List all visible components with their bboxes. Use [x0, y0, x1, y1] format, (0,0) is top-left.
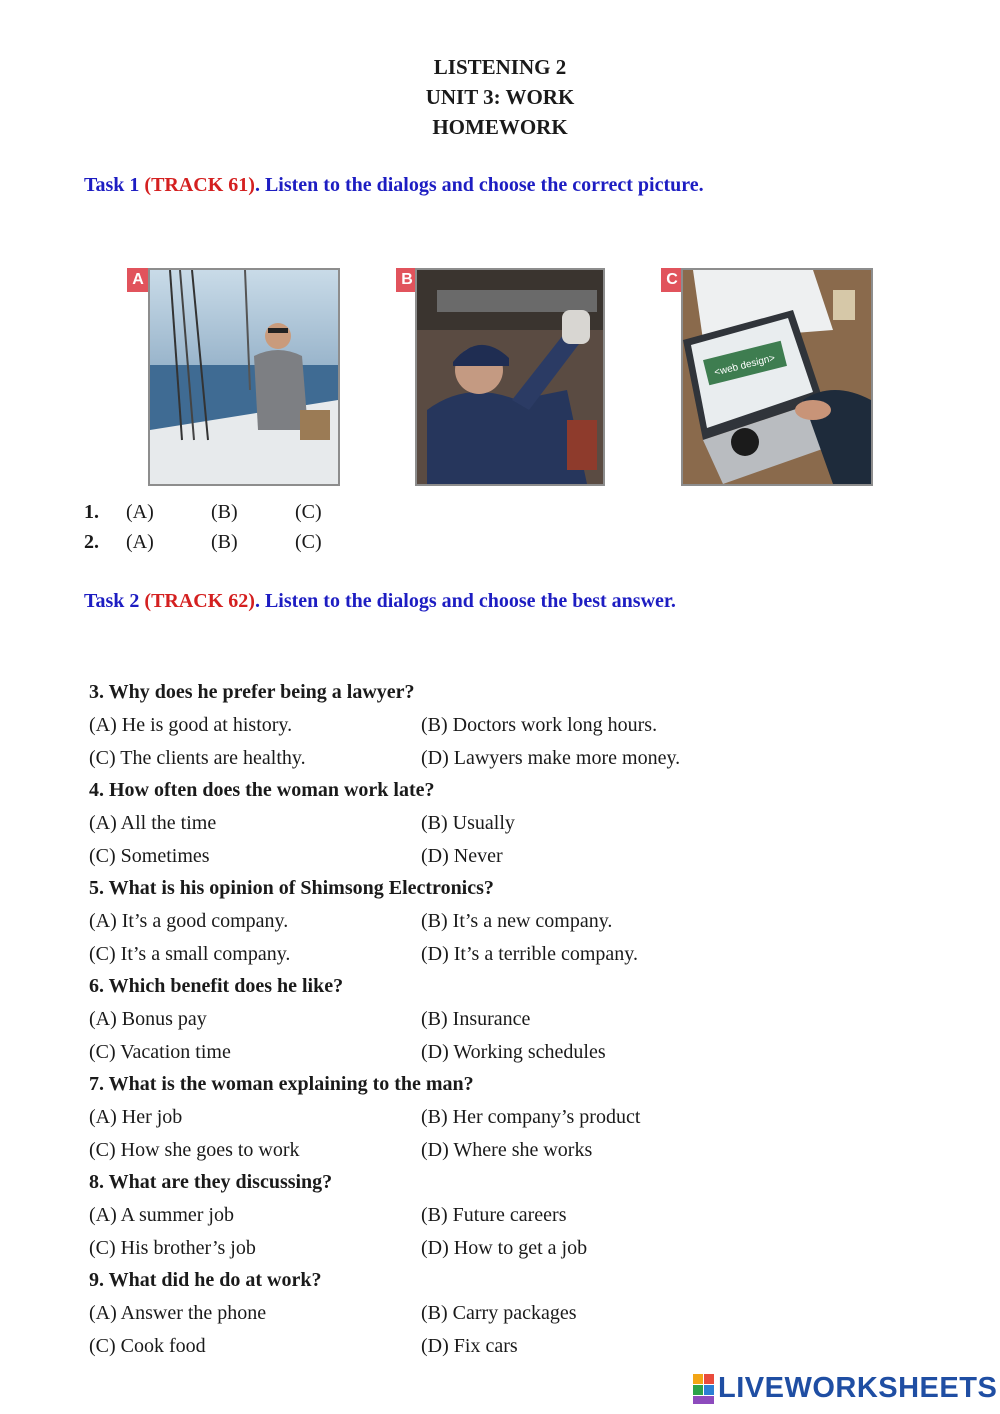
question-4-option-a[interactable]: (A) All the time	[89, 812, 217, 834]
question-7: 7. What is the woman explaining to the man?	[89, 1073, 474, 1095]
task-1-track: (TRACK 61)	[144, 174, 255, 196]
question-7-option-b[interactable]: (B) Her company’s product	[421, 1106, 641, 1128]
title-line-2: UNIT 3: WORK	[425, 85, 575, 109]
task-2-heading	[84, 590, 676, 613]
question-8: 8. What are they discussing?	[89, 1171, 333, 1193]
question-6-option-c[interactable]: (C) Vacation time	[89, 1041, 231, 1063]
question-5-option-c[interactable]: (C) It’s a small company.	[89, 943, 291, 965]
task-1-label: Task 1	[84, 174, 145, 196]
title-line-3: HOMEWORK	[432, 115, 568, 139]
item-number: 1.	[84, 501, 99, 523]
question-9: 9. What did he do at work?	[89, 1269, 322, 1291]
task-1-instruction: . Listen to the dialogs and choose the correct picture.	[254, 174, 704, 196]
liveworksheets-logo[interactable]: LIVEWORKSHEETS	[718, 1372, 998, 1404]
question-5-option-a[interactable]: (A) It’s a good company.	[89, 910, 289, 932]
picture-b	[415, 268, 605, 486]
question-4-option-b[interactable]: (B) Usually	[421, 812, 515, 834]
question-3-option-a[interactable]: (A) He is good at history.	[89, 714, 293, 736]
question-8-option-c[interactable]: (C) His brother’s job	[89, 1237, 256, 1259]
question-9-option-c[interactable]: (C) Cook food	[89, 1335, 206, 1357]
question-4-option-c[interactable]: (C) Sometimes	[89, 845, 210, 867]
title-line-1: LISTENING 2	[433, 55, 567, 79]
option-a[interactable]: (A)	[126, 501, 154, 523]
question-4-option-d[interactable]: (D) Never	[421, 845, 503, 867]
laptop-screen-text: <web design>	[713, 352, 777, 379]
option-c[interactable]: (C)	[295, 531, 322, 553]
question-4: 4. How often does the woman work late?	[89, 779, 435, 801]
question-6: 6. Which benefit does he like?	[89, 975, 344, 997]
task-1-heading	[84, 174, 704, 197]
option-a[interactable]: (A)	[126, 531, 154, 553]
option-c[interactable]: (C)	[295, 501, 322, 523]
picture-a-badge: A	[127, 268, 149, 292]
item-number: 2.	[84, 531, 99, 553]
question-8-option-a[interactable]: (A) A summer job	[89, 1204, 234, 1226]
question-6-option-b[interactable]: (B) Insurance	[421, 1008, 531, 1030]
question-6-option-a[interactable]: (A) Bonus pay	[89, 1008, 207, 1030]
question-7-option-d[interactable]: (D) Where she works	[421, 1139, 593, 1161]
question-3-option-c[interactable]: (C) The clients are healthy.	[89, 747, 306, 769]
page-title	[0, 52, 1000, 142]
question-5-option-d[interactable]: (D) It’s a terrible company.	[421, 943, 638, 965]
question-9-option-d[interactable]: (D) Fix cars	[421, 1335, 518, 1357]
question-3-option-b[interactable]: (B) Doctors work long hours.	[421, 714, 658, 736]
question-6-option-d[interactable]: (D) Working schedules	[421, 1041, 606, 1063]
question-3-option-d[interactable]: (D) Lawyers make more money.	[421, 747, 681, 769]
question-7-option-a[interactable]: (A) Her job	[89, 1106, 183, 1128]
question-7-option-c[interactable]: (C) How she goes to work	[89, 1139, 300, 1161]
question-8-option-b[interactable]: (B) Future careers	[421, 1204, 567, 1226]
question-5: 5. What is his opinion of Shimsong Electronics?	[89, 877, 494, 899]
fishing-boat-image	[150, 270, 338, 484]
task-2-label: Task 2	[84, 590, 145, 612]
question-5-option-b[interactable]: (B) It’s a new company.	[421, 910, 613, 932]
question-8-option-d[interactable]: (D) How to get a job	[421, 1237, 588, 1259]
picture-a	[148, 268, 340, 486]
picture-b-badge: B	[396, 268, 418, 292]
web-design-laptop-image	[683, 270, 871, 484]
liveworksheets-logo-icon	[693, 1374, 715, 1406]
picture-c	[681, 268, 873, 486]
mechanic-image	[417, 270, 603, 484]
task-2-track: (TRACK 62)	[144, 590, 255, 612]
question-3: 3. Why does he prefer being a lawyer?	[89, 681, 415, 703]
task-2-instruction: . Listen to the dialogs and choose the best answer.	[254, 590, 676, 612]
option-b[interactable]: (B)	[211, 501, 238, 523]
picture-c-badge: C	[661, 268, 683, 292]
question-9-option-a[interactable]: (A) Answer the phone	[89, 1302, 267, 1324]
question-9-option-b[interactable]: (B) Carry packages	[421, 1302, 577, 1324]
option-b[interactable]: (B)	[211, 531, 238, 553]
